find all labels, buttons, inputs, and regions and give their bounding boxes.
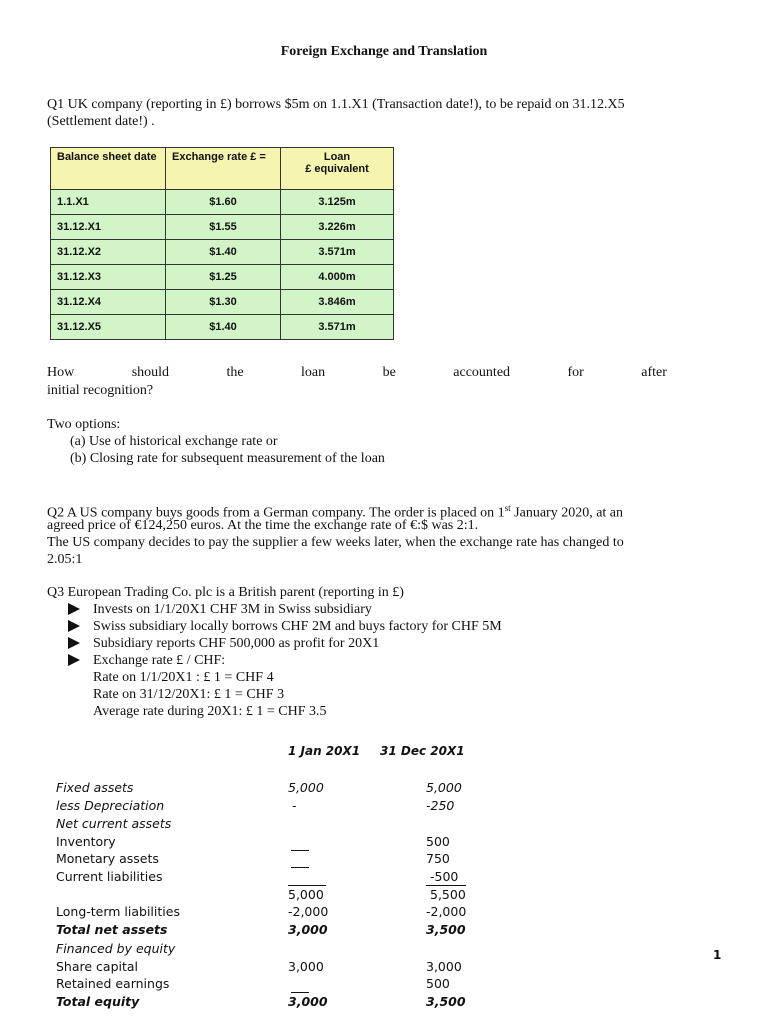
q3-bullet-item: Swiss subsidiary locally borrows CHF 2M and buys factory for CHF 5M xyxy=(93,619,502,634)
question-word: loan xyxy=(301,365,326,380)
option-item: (a) Use of historical exchange rate or xyxy=(70,434,278,449)
cell-rate: $1.40 xyxy=(166,315,281,340)
q3-rate-line: Average rate during 20X1: £ 1 = CHF 3.5 xyxy=(93,704,327,719)
cell-date: 31.12.X5 xyxy=(51,315,166,340)
table-row xyxy=(51,265,394,290)
question-word: after xyxy=(641,365,667,380)
cell-date: 31.12.X1 xyxy=(51,215,166,240)
bs-label: Retained earnings xyxy=(56,976,170,991)
q3-bullet-item: Exchange rate £ / CHF: xyxy=(93,653,226,668)
q2-superscript: st xyxy=(504,503,511,513)
q3-rate-line: Rate on 31/12/20X1: £ 1 = CHF 3 xyxy=(93,687,285,702)
q3-bullet-item: Subsidiary reports CHF 500,000 as profit for 20X1 xyxy=(93,636,380,651)
bs-label: Long-term liabilities xyxy=(56,904,180,919)
bs-value-dec: 500 xyxy=(426,976,450,991)
exchange-rate-table xyxy=(50,147,394,340)
options-list xyxy=(70,433,385,467)
subtotal-rule xyxy=(426,885,466,886)
cell-loan: 3.125m xyxy=(281,190,394,215)
bs-value-jan: 3,000 xyxy=(288,922,328,937)
q3-rate-line: Rate on 1/1/20X1 : £ 1 = CHF 4 xyxy=(93,670,274,685)
q1-line-2: (Settlement date!) . xyxy=(47,114,155,129)
bs-blank-mark xyxy=(291,838,309,856)
bs-label: Monetary assets xyxy=(56,851,159,866)
cell-loan: 4.000m xyxy=(281,265,394,290)
question-word: the xyxy=(226,365,244,380)
cell-date: 31.12.X4 xyxy=(51,290,166,315)
table-row xyxy=(51,215,394,240)
cell-loan: 3.571m xyxy=(281,240,394,265)
bs-blank-mark xyxy=(291,855,309,873)
options-heading: Two options: xyxy=(47,417,121,432)
cell-rate: $1.55 xyxy=(166,215,281,240)
q3-intro: Q3 European Trading Co. plc is a British parent (reporting in £) xyxy=(47,585,404,600)
bs-label: Net current assets xyxy=(56,816,172,831)
q2-line-4: 2.05:1 xyxy=(47,552,83,567)
bs-col-header-1: 1 Jan 20X1 xyxy=(288,744,361,758)
bs-value-jan: 3,000 xyxy=(288,994,328,1009)
bs-label: Total equity xyxy=(56,994,140,1009)
page-title: Foreign Exchange and Translation xyxy=(280,44,488,59)
bs-value-jan: 5,000 xyxy=(288,887,324,902)
bs-value-jan: 3,000 xyxy=(288,959,324,974)
bs-value-dec: 5,500 xyxy=(430,887,466,902)
bs-label: Current liabilities xyxy=(56,869,163,884)
bs-value-dec: -250 xyxy=(426,798,455,813)
bs-label: Share capital xyxy=(56,959,139,974)
header-loan-line-1: Loan xyxy=(323,151,351,163)
table-row xyxy=(51,290,394,315)
cell-date: 31.12.X3 xyxy=(51,265,166,290)
bs-value-jan: -2,000 xyxy=(288,904,329,919)
bs-value-dec: 3,500 xyxy=(426,994,466,1009)
bs-value-dec: 3,500 xyxy=(426,922,466,937)
bullet-arrow-icon xyxy=(68,620,80,632)
table-row xyxy=(51,240,394,265)
table-header-row xyxy=(51,148,394,190)
bs-value-dec: 3,000 xyxy=(426,959,462,974)
bullet-arrow-icon xyxy=(68,603,80,615)
table-row xyxy=(51,315,394,340)
q2-line-1-text: Q2 A US company buys goods from a German company. The order is placed on 1 xyxy=(47,505,505,521)
bs-label: less Depreciation xyxy=(56,798,165,813)
bs-label: Total net assets xyxy=(56,922,168,937)
bullet-arrow-icon xyxy=(68,637,80,649)
cell-loan: 3.571m xyxy=(281,315,394,340)
q2-line-3: The US company decides to pay the supplier a few weeks later, when the exchange rate has changed to xyxy=(47,535,624,550)
q3-bullet-item: Invests on 1/1/20X1 CHF 3M in Swiss subsidiary xyxy=(93,602,372,617)
table-row xyxy=(51,190,394,215)
cell-date: 1.1.X1 xyxy=(51,190,166,215)
header-exchange-rate: Exchange rate £ = xyxy=(166,148,281,190)
question-word: be xyxy=(382,365,396,380)
header-balance-sheet-date: Balance sheet date xyxy=(51,148,166,190)
q2-line-2: agreed price of €124,250 euros. At the time the exchange rate of €:$ was 2:1. xyxy=(47,518,479,533)
bs-value-jan: - xyxy=(292,798,297,813)
bs-value-dec: 500 xyxy=(426,834,450,849)
subtotal-rule xyxy=(288,885,326,886)
question-line-1 xyxy=(47,365,667,381)
q1-line-1: Q1 UK company (reporting in £) borrows $5m on 1.1.X1 (Transaction date!), to be repaid on 31.12.X5 xyxy=(47,97,625,112)
page-number: 1 xyxy=(713,948,722,962)
bs-value-dec: 750 xyxy=(426,851,450,866)
cell-loan: 3.846m xyxy=(281,290,394,315)
bs-label: Inventory xyxy=(56,834,116,849)
cell-rate: $1.25 xyxy=(166,265,281,290)
cell-rate: $1.30 xyxy=(166,290,281,315)
question-line-2: initial recognition? xyxy=(47,383,154,398)
bs-label: Fixed assets xyxy=(56,780,134,795)
cell-loan: 3.226m xyxy=(281,215,394,240)
question-word: should xyxy=(131,365,170,380)
question-word: accounted xyxy=(453,365,511,380)
option-item: (b) Closing rate for subsequent measurement of the loan xyxy=(70,451,385,466)
q2-line-1-tail: January 2020, at an xyxy=(510,505,624,521)
cell-date: 31.12.X2 xyxy=(51,240,166,265)
bs-col-header-2: 31 Dec 20X1 xyxy=(380,744,465,758)
bs-value-dec: -500 xyxy=(430,869,459,884)
question-word: for xyxy=(567,365,584,380)
bs-value-dec: -2,000 xyxy=(426,904,467,919)
question-word: How xyxy=(47,365,75,380)
header-loan-line-2: £ equivalent xyxy=(305,163,369,175)
cell-rate: $1.40 xyxy=(166,240,281,265)
header-loan xyxy=(281,148,394,190)
bs-value-jan: 5,000 xyxy=(288,780,324,795)
bs-label: Financed by equity xyxy=(56,941,176,956)
bs-value-dec: 5,000 xyxy=(426,780,462,795)
cell-rate: $1.60 xyxy=(166,190,281,215)
bullet-arrow-icon xyxy=(68,654,80,666)
